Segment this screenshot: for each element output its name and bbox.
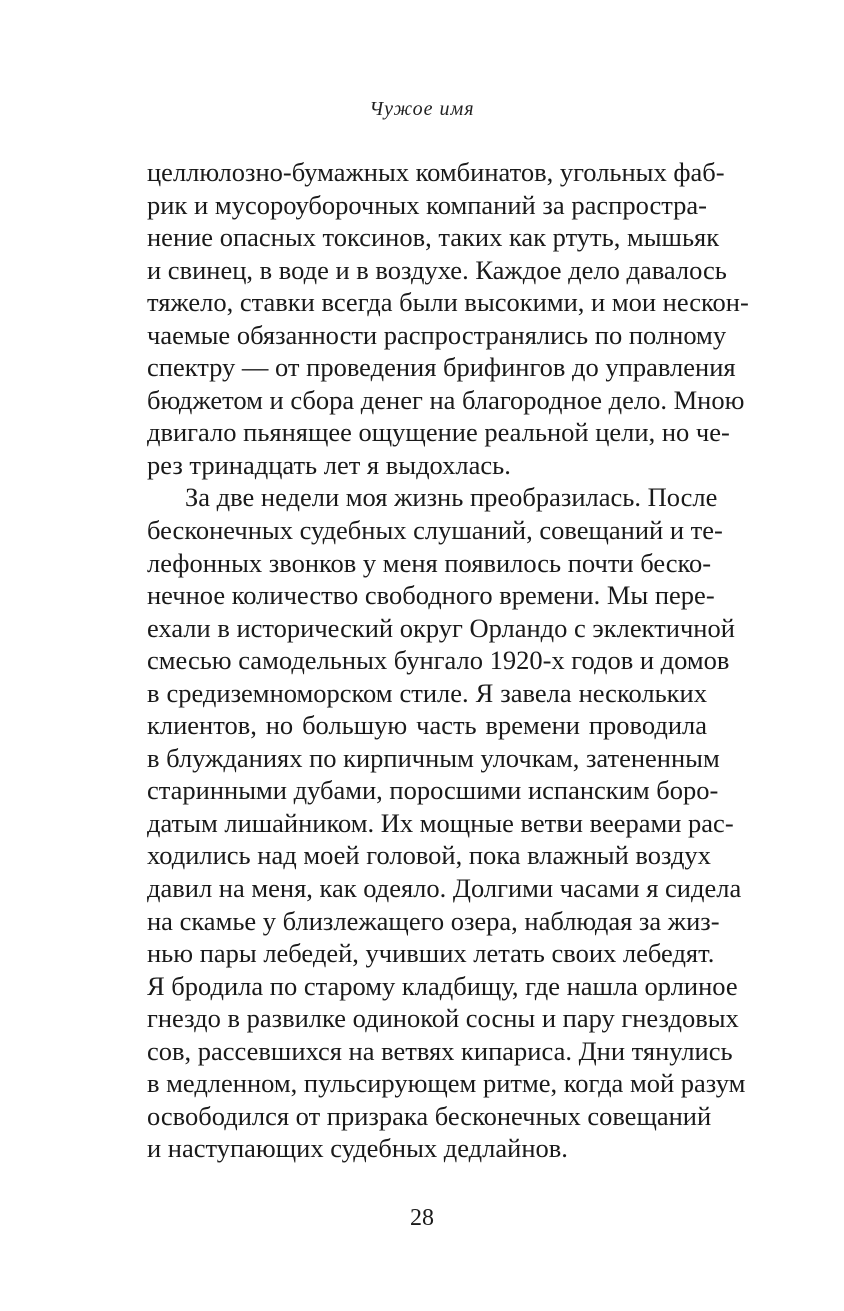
text-line: на скамье у близлежащего озера, наблюдая за жиз- xyxy=(147,905,720,936)
text-line: клиентов, но большую часть времени проводила xyxy=(147,710,707,741)
text-line: старинными дубами, поросшими испанским боро- xyxy=(147,775,719,806)
running-head: Чужое имя xyxy=(369,98,475,120)
text-line: чаемые обязанности распространялись по полному xyxy=(147,319,727,350)
body-text xyxy=(147,156,749,1165)
text-line: в медленном, пульсирующем ритме, когда мой разум xyxy=(147,1068,746,1099)
text-line: ходились над моей головой, пока влажный воздух xyxy=(147,840,711,871)
text-line: сов, рассевшихся на ветвях кипариса. Дни тянулись xyxy=(147,1035,733,1066)
text-line: освободился от призрака бесконечных совещаний xyxy=(147,1100,712,1131)
text-line: бюджетом и сбора денег на благородное дело. Мною xyxy=(147,384,745,415)
text-line: и свинец, в воде и в воздухе. Каждое дело давалось xyxy=(147,254,727,285)
page-number: 28 xyxy=(410,1205,434,1231)
text-line: За две недели моя жизнь преобразилась. После xyxy=(185,482,718,513)
text-line: и наступающих судебных дедлайнов. xyxy=(147,1133,568,1164)
text-line: в блужданиях по кирпичным улочкам, затененным xyxy=(147,742,720,773)
text-line: бесконечных судебных слушаний, совещаний и те- xyxy=(147,515,723,546)
text-line: нью пары лебедей, учивших летать своих лебедят. xyxy=(147,938,715,969)
text-line: спектру — от проведения брифингов до управления xyxy=(147,352,736,383)
text-line: рез тринадцать лет я выдохлась. xyxy=(147,449,511,480)
text-line: давил на меня, как одеяло. Долгими часами я сидела xyxy=(147,873,742,904)
text-line: двигало пьянящее ощущение реальной цели, но че- xyxy=(147,417,730,448)
text-line: лефонных звонков у меня появилось почти беско- xyxy=(147,547,712,578)
text-line: гнездо в развилке одинокой сосны и пару гнездовых xyxy=(147,1003,739,1034)
text-line: датым лишайником. Их мощные ветви веерами рас- xyxy=(147,807,734,838)
text-line: ехали в исторический округ Орландо с эклектичной xyxy=(147,612,735,643)
text-line: смесью самодельных бунгало 1920-х годов и домов xyxy=(147,645,730,676)
text-line: в средиземноморском стиле. Я завела нескольких xyxy=(147,677,707,708)
paragraph-1 xyxy=(147,156,749,481)
text-line: рик и мусороуборочных компаний за распростра- xyxy=(147,189,707,220)
text-line: Я бродила по старому кладбищу, где нашла орлиное xyxy=(147,970,738,1001)
text-line: нечное количество свободного времени. Мы пере- xyxy=(147,580,715,611)
text-line: нение опасных токсинов, таких как ртуть, мышьяк xyxy=(147,222,720,253)
paragraph-2 xyxy=(147,481,746,1164)
text-line: тяжело, ставки всегда были высокими, и мои нескон- xyxy=(147,287,749,318)
text-line: целлюлозно-бумажных комбинатов, угольных фаб- xyxy=(147,157,725,187)
